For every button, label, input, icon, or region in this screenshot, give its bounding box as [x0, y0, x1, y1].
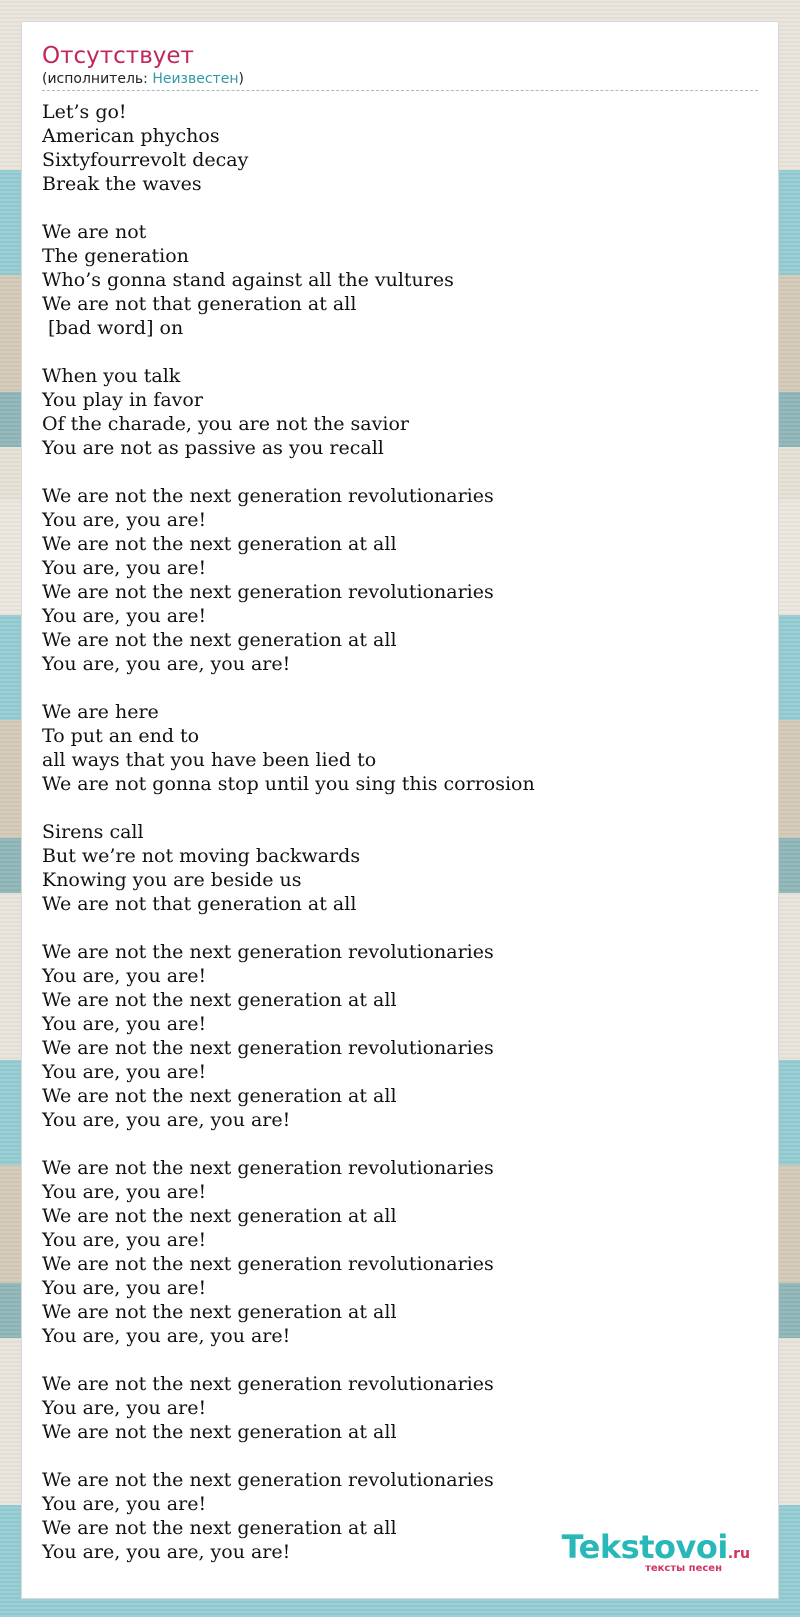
lyric-line: We are not the next generation at all — [42, 533, 397, 555]
lyric-line: You are, you are! — [42, 1493, 207, 1515]
lyrics-card — [21, 21, 779, 1599]
lyrics-stanza — [42, 364, 758, 460]
lyrics-stanza — [42, 1372, 758, 1444]
lyric-line: Break the waves — [42, 173, 202, 195]
lyrics-stanza — [42, 940, 758, 1132]
lyric-line: Knowing you are beside us — [42, 869, 302, 891]
lyric-line: You are, you are! — [42, 1181, 207, 1203]
lyric-line: You are not as passive as you recall — [42, 437, 384, 459]
artist-link[interactable]: Неизвестен — [152, 71, 239, 87]
logo-wordmark: Tekstovoi — [561, 1528, 728, 1566]
lyrics-stanza — [42, 220, 758, 340]
lyric-line: You play in favor — [42, 389, 203, 411]
lyric-line: We are not the next generation revolutionaries — [42, 1157, 494, 1179]
lyrics-stanza — [42, 700, 758, 796]
lyric-line: [bad word] on — [42, 317, 184, 339]
lyrics-stanza — [42, 820, 758, 916]
lyric-line: We are not the next generation at all — [42, 989, 397, 1011]
lyric-line: You are, you are! — [42, 605, 207, 627]
lyric-line: You are, you are! — [42, 1061, 207, 1083]
lyric-line: We are not that generation at all — [42, 893, 357, 915]
lyric-line: You are, you are! — [42, 1013, 207, 1035]
lyric-line: When you talk — [42, 365, 181, 387]
lyric-line: You are, you are, you are! — [42, 1325, 291, 1347]
lyrics-stanza — [42, 100, 758, 196]
lyric-line: You are, you are! — [42, 1229, 207, 1251]
lyric-line: Sirens call — [42, 821, 144, 843]
lyric-line: To put an end to — [42, 725, 200, 747]
lyric-line: You are, you are! — [42, 1397, 207, 1419]
lyric-line: We are not the next generation revolutionaries — [42, 1037, 494, 1059]
artist-suffix: ) — [238, 71, 244, 87]
lyric-line: But we’re not moving backwards — [42, 845, 361, 867]
lyric-line: Who’s gonna stand against all the vultures — [42, 269, 454, 291]
lyric-line: Of the charade, you are not the savior — [42, 413, 409, 435]
lyric-line: Sixtyfourrevolt decay — [42, 149, 249, 171]
site-logo[interactable] — [561, 1528, 750, 1574]
lyric-line: We are not gonna stop until you sing this corrosion — [42, 773, 535, 795]
song-title: Отсутствует — [42, 43, 194, 69]
lyric-line: We are not the next generation at all — [42, 1517, 397, 1539]
lyrics-text — [42, 100, 758, 1588]
lyric-line: We are not — [42, 221, 147, 243]
artist-prefix: (исполнитель: — [42, 71, 153, 87]
lyric-line: We are here — [42, 701, 159, 723]
lyrics-stanza — [42, 1156, 758, 1348]
lyric-line: We are not the next generation revolutionaries — [42, 1469, 494, 1491]
lyric-line: You are, you are! — [42, 509, 207, 531]
artist-line — [42, 70, 758, 91]
lyric-line: You are, you are, you are! — [42, 653, 291, 675]
lyric-line: We are not the next generation revolutionaries — [42, 485, 494, 507]
lyric-line: We are not the next generation at all — [42, 1205, 397, 1227]
lyric-line: We are not that generation at all — [42, 293, 357, 315]
lyric-line: all ways that you have been lied to — [42, 749, 377, 771]
lyric-line: You are, you are! — [42, 965, 207, 987]
logo-tagline: тексты песен — [645, 1563, 722, 1574]
logo-domain-suffix: .ru — [727, 1546, 750, 1562]
lyric-line: Let’s go! — [42, 101, 127, 123]
lyric-line: The generation — [42, 245, 189, 267]
lyrics-stanza — [42, 484, 758, 676]
lyric-line: You are, you are, you are! — [42, 1541, 291, 1563]
lyric-line: We are not the next generation at all — [42, 629, 397, 651]
lyric-line: We are not the next generation at all — [42, 1421, 397, 1443]
lyric-line: We are not the next generation revolutionaries — [42, 941, 494, 963]
lyric-line: We are not the next generation revolutionaries — [42, 1253, 494, 1275]
lyric-line: We are not the next generation revolutionaries — [42, 581, 494, 603]
lyric-line: You are, you are! — [42, 1277, 207, 1299]
lyric-line: American phychos — [42, 125, 220, 147]
lyric-line: You are, you are, you are! — [42, 1109, 291, 1131]
lyric-line: We are not the next generation at all — [42, 1301, 397, 1323]
lyric-line: We are not the next generation revolutionaries — [42, 1373, 494, 1395]
lyric-line: You are, you are! — [42, 557, 207, 579]
lyric-line: We are not the next generation at all — [42, 1085, 397, 1107]
